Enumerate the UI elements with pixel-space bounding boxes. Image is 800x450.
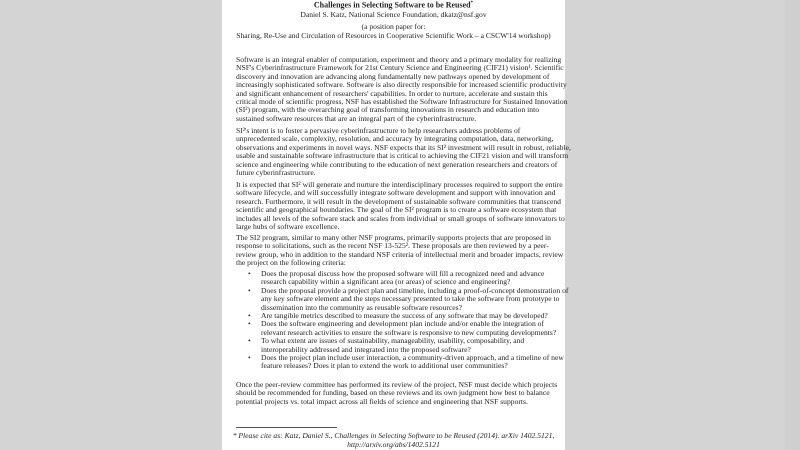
text-line: science and engineering while contributing to the education of next generation researchers and creators of <box>236 159 558 169</box>
footnote-citation: * Please cite as: Katz, Daniel S., Challenges in Selecting Software to be Reused (2014). arXiv 1402.5121, <box>232 431 555 440</box>
text-line: large hubs of software excellence. <box>236 221 340 231</box>
text-line: To what extent are issues of sustainability, manageability, usability, composability, and <box>261 336 525 346</box>
text-line: the project on the following criteria: <box>236 258 346 268</box>
text-line: Once the peer-review committee has performed its review of the project, NSF must decide which projects <box>236 380 558 389</box>
text-line: Does the project plan include user interaction, a community-driven approach, and a timeline of new <box>261 352 564 362</box>
text-line: Does the software engineering and development plan include and/or enable the integration of <box>261 319 544 329</box>
bullet-icon: • <box>248 319 251 329</box>
criteria-list-item <box>248 287 568 312</box>
paragraph-4 <box>236 234 563 268</box>
criteria-list-item <box>248 270 568 287</box>
text-line: research capability within a significant area (or areas) of science and engineering? <box>261 277 511 287</box>
text-line: feature releases? Does it plan to extend the work to additional user communities? <box>261 361 508 371</box>
footnote-divider <box>236 427 337 428</box>
text-line: and significant enhancement of researchers' capabilities. In order to nurture, accelerate and sustain this <box>236 88 548 98</box>
text-line: It is expected that SI² will generate and nurture the interdisciplinary processes required to support the entire <box>236 180 563 189</box>
text-line: should be recommended for funding, based on these reviews and its own judgment how best to balance <box>236 388 550 398</box>
text-line: response to solicitations, such as the recent NSF 13-525². These proposals are then reviewed by a peer- <box>236 241 549 251</box>
text-line: discovery and innovation are advancing along fundamentally new pathways opened by development of <box>236 71 550 81</box>
text-line: Software is an integral enabler of computation, experiment and theory and a primary modality for realizing <box>236 55 562 64</box>
text-line: software lifecycle, and will successfully integrate software development and support with innovation and <box>236 188 556 198</box>
text-line: scientific and geographical boundaries. The goal of the SI² program is to create a software ecosystem that <box>236 205 557 215</box>
criteria-list-item <box>248 337 568 354</box>
title-text: Challenges in Selecting Software to be Reused <box>313 0 471 10</box>
title-footnote-mark: * <box>470 1 474 6</box>
text-line: relevant research activities to ensure the software is responsive to new computing developments? <box>261 327 557 337</box>
text-line: research. Furthermore, it will result in the development of sustainable software communities that transcend <box>236 196 561 206</box>
text-line: (SI²) program, with the overarching goal of transforming innovations in research and education into <box>236 105 539 115</box>
bullet-icon: • <box>248 310 251 320</box>
paragraph-5 <box>236 381 557 406</box>
text-line: potential projects vs. total impact across all fields of science and engineering that NSF supports. <box>236 396 528 406</box>
paragraph-2 <box>236 127 571 177</box>
text-line: increasingly sophisticated software. Software is also directly responsible for increased scientific productivity <box>236 80 567 90</box>
text-line: includes all levels of the software stack and scales from individual or small groups of software innovators to <box>236 213 565 223</box>
bullet-icon: • <box>248 269 251 278</box>
text-line: unprecedented scale, complexity, resolution, and accuracy by integrating computation, data, networking, <box>236 134 554 144</box>
text-line: observations and experiments in novel ways. NSF expects that its SI² investment will result in robust, reliable, <box>236 142 571 152</box>
workshop-line: Sharing, Re-Use and Circulation of Resources in Cooperative Scientific Work – a CSCW'14 workshop) <box>236 31 551 40</box>
footnote-url[interactable]: http://arxiv.org/abs/1402.5121 <box>347 440 440 449</box>
text-line: critical mode of scientific progress, NSF has established the Software Infrastructure for Sustained Innovation <box>236 96 568 106</box>
text-line: The SI2 program, similar to many other NSF programs, primarily supports projects that are proposed in <box>236 233 551 242</box>
text-line: dissemination into the community as reusable software resources? <box>261 302 462 312</box>
text-line: usable and sustainable software infrastructure that is critical to achieving the CIF21 vision and will transform <box>236 151 569 161</box>
document-page <box>222 0 571 450</box>
text-line: interoperability addressed and integrated into the proposed software? <box>261 344 471 354</box>
author-line: Daniel S. Katz, National Science Foundation, dkatz@nsf.gov <box>300 10 487 19</box>
document-title <box>222 0 565 8</box>
text-line: review group, who in addition to the standard NSF criteria of intellectual merit and broader impacts, review <box>236 249 564 259</box>
text-line: NSF's Cyberinfrastructure Framework for 21st Century Science and Engineering (CIF21) vision¹. Scientific <box>236 63 564 73</box>
paragraph-1 <box>236 56 568 123</box>
criteria-list <box>248 270 568 371</box>
bullet-icon: • <box>248 336 251 346</box>
position-paper-line: (a position paper for: <box>361 22 426 31</box>
text-line: Are tangible metrics described to measure the success of any software that may be developed? <box>261 310 548 320</box>
text-line: SI²'s intent is to foster a pervasive cyberinfrastructure to help researchers address problems of <box>236 126 521 135</box>
bullet-icon: • <box>248 352 251 362</box>
criteria-list-item <box>248 354 568 371</box>
bullet-icon: • <box>248 285 251 295</box>
text-line: sustained software resources that are an integral part of the cyberinfrastructure. <box>236 113 477 123</box>
text-line: future cyberinfrastructure. <box>236 167 316 177</box>
criteria-list-item <box>248 320 568 337</box>
text-line: Does the proposal discuss how the proposed software will fill a recognized need and advance <box>261 269 545 278</box>
paragraph-3 <box>236 181 565 231</box>
scrollbar-track[interactable] <box>785 0 800 450</box>
text-line: Does the proposal provide a project plan and timeline, including a proof-of-concept demonstration of <box>261 285 569 295</box>
text-line: any key software element and the steps necessary presented to take the software from prototype to <box>261 294 560 304</box>
